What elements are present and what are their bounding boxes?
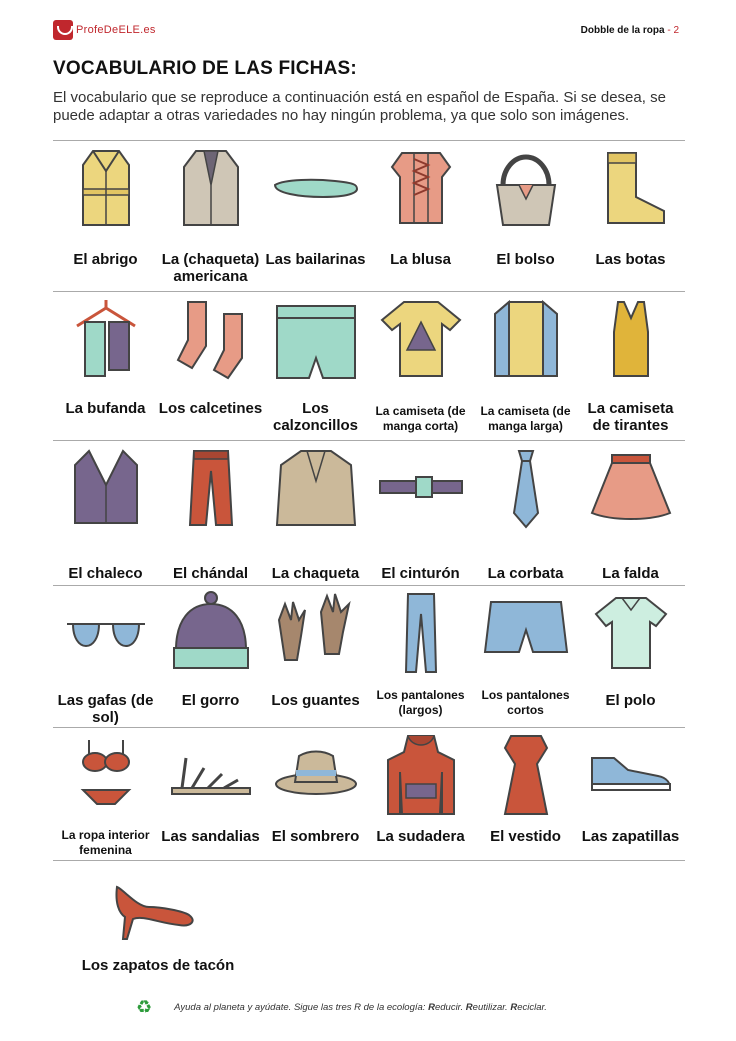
- footer-word-reducir: educir.: [434, 1002, 466, 1013]
- vocab-label: Los pantalones (largos): [376, 688, 465, 717]
- intro-paragraph: El vocabulario que se reproduce a continuación está en español de España. Si se desea, se puede adaptar a otras variedades no hay ningún problema, ya que solo son imágenes.: [53, 89, 666, 124]
- vocab-label: Los guantes: [271, 692, 360, 709]
- vocab-label: Los calzoncillos: [272, 400, 359, 434]
- vocabulary-grid: [53, 140, 685, 974]
- vocab-card: [53, 141, 158, 291]
- footer-r-reducir: R: [428, 1002, 435, 1013]
- vocab-card: [53, 586, 158, 727]
- bikini-icon: [63, 732, 149, 818]
- vocab-card: [368, 292, 473, 440]
- vocab-card: [263, 141, 368, 291]
- grid-row: [53, 291, 685, 440]
- vocab-card: [578, 728, 683, 860]
- vocab-card: [368, 441, 473, 585]
- footer-sentence: Ayuda al planeta y ayúdate. Sigue las tres R de la ecología:: [174, 1002, 429, 1013]
- vocab-label: El chándal: [172, 565, 249, 582]
- vocab-label: El polo: [605, 692, 656, 709]
- gloves-icon: [273, 590, 359, 676]
- socks-icon: [168, 296, 254, 382]
- vocab-card: [473, 292, 578, 440]
- vest-icon: [63, 445, 149, 531]
- grid-row: [53, 727, 685, 860]
- document-reference: [581, 25, 679, 36]
- vocab-label: La camiseta de tirantes: [587, 400, 674, 434]
- footer-r-reutilizar: R: [465, 1002, 473, 1013]
- vocab-label: El bolso: [496, 251, 555, 268]
- tanktop-icon: [588, 296, 674, 382]
- footer-word-reutilizar: eutilizar.: [472, 1002, 511, 1013]
- vocab-card: [578, 292, 683, 440]
- vocab-label: La (chaqueta) americana: [161, 251, 260, 285]
- page-header: [53, 20, 683, 44]
- vocab-label: La ropa interior femenina: [61, 828, 150, 857]
- vocab-card: [263, 586, 368, 727]
- blazer-icon: [168, 145, 254, 231]
- vocab-card: [53, 292, 158, 440]
- vocab-card: [578, 586, 683, 727]
- grid-row: [53, 140, 685, 291]
- dress-icon: [483, 732, 569, 818]
- boot-icon: [588, 145, 674, 231]
- belt-icon: [378, 445, 464, 531]
- vocab-label: Las zapatillas: [581, 828, 680, 845]
- longsleeve-icon: [483, 296, 569, 382]
- vocab-label: El sombrero: [271, 828, 360, 845]
- logo-icon: [53, 20, 73, 40]
- vocab-label: Los zapatos de tacón: [81, 957, 235, 974]
- hoodie-icon: [378, 732, 464, 818]
- vocab-card: [263, 441, 368, 585]
- vocab-label: Las gafas (de sol): [57, 692, 154, 726]
- boxers-icon: [273, 296, 359, 382]
- brand-name: ProfeDeELE.es: [76, 24, 156, 36]
- vocab-card: [473, 441, 578, 585]
- vocab-card: [158, 441, 263, 585]
- brand-logo[interactable]: [53, 20, 156, 40]
- blouse-icon: [378, 145, 464, 231]
- recycle-icon: ♻: [136, 997, 153, 1017]
- footer-note: [136, 997, 696, 1018]
- vocab-card: [473, 586, 578, 727]
- vocab-label: La blusa: [390, 251, 451, 268]
- hat-icon: [273, 732, 359, 818]
- vocab-card: [263, 728, 368, 860]
- beanie-icon: [168, 590, 254, 676]
- high-heel-icon: [113, 875, 203, 945]
- vocab-label: El vestido: [490, 828, 561, 845]
- vocab-label: La camiseta (de manga larga): [480, 404, 571, 433]
- vocab-label: Las sandalias: [161, 828, 260, 845]
- vocab-label: Los pantalones cortos: [481, 688, 570, 717]
- footer-r-reciclar: R: [510, 1002, 518, 1013]
- vocab-card: [473, 728, 578, 860]
- jeans-icon: [378, 590, 464, 676]
- vocab-label: El chaleco: [68, 565, 143, 582]
- vocab-card: [368, 728, 473, 860]
- vocab-label: La chaqueta: [271, 565, 360, 582]
- grid-row: [53, 585, 685, 727]
- vocab-card: [578, 141, 683, 291]
- vocab-card: [158, 586, 263, 727]
- vocab-label: La camiseta (de manga corta): [375, 404, 466, 433]
- vocab-label: La bufanda: [65, 400, 146, 417]
- vocab-label: Las botas: [595, 251, 666, 268]
- vocab-label: Los calcetines: [158, 400, 263, 417]
- skirt-icon: [588, 445, 674, 531]
- vocab-card: [473, 141, 578, 291]
- sneaker-icon: [588, 732, 674, 818]
- vocab-label: La corbata: [487, 565, 564, 582]
- polo-icon: [588, 590, 674, 676]
- handbag-icon: [483, 145, 569, 231]
- vocab-card: [158, 292, 263, 440]
- vocab-card: [368, 141, 473, 291]
- footer-text: [174, 1002, 547, 1013]
- vocab-card: [158, 141, 263, 291]
- tshirt-icon: [378, 296, 464, 382]
- footer-word-reciclar: eciclar.: [517, 1002, 547, 1013]
- doc-title: Dobble de la ropa: [580, 25, 665, 36]
- vocab-card: [53, 441, 158, 585]
- vocab-card: [368, 586, 473, 727]
- vocab-label: El abrigo: [73, 251, 138, 268]
- page-number: 2: [673, 25, 679, 36]
- jacket-icon: [273, 445, 359, 531]
- shorts-icon: [483, 590, 569, 676]
- page-title: VOCABULARIO DE LAS FICHAS:: [53, 58, 357, 79]
- tracksuit-pants-icon: [168, 445, 254, 531]
- vocab-label: El cinturón: [381, 565, 460, 582]
- vocab-card: [53, 728, 158, 860]
- ballet-flat-icon: [273, 145, 359, 231]
- coat-icon: [63, 145, 149, 231]
- vocab-card: [578, 441, 683, 585]
- grid-row: [53, 860, 685, 974]
- tie-icon: [483, 445, 569, 531]
- vocab-card: [158, 728, 263, 860]
- vocab-label: Las bailarinas: [265, 251, 366, 268]
- page-separator: -: [664, 25, 674, 36]
- vocab-label: La falda: [602, 565, 659, 582]
- scarf-icon: [63, 296, 149, 382]
- sandal-icon: [168, 732, 254, 818]
- sunglasses-icon: [63, 590, 149, 676]
- vocab-label: La sudadera: [376, 828, 465, 845]
- vocab-label: El gorro: [181, 692, 240, 709]
- vocab-card: [263, 292, 368, 440]
- vocab-card: [53, 861, 263, 974]
- grid-row: [53, 440, 685, 585]
